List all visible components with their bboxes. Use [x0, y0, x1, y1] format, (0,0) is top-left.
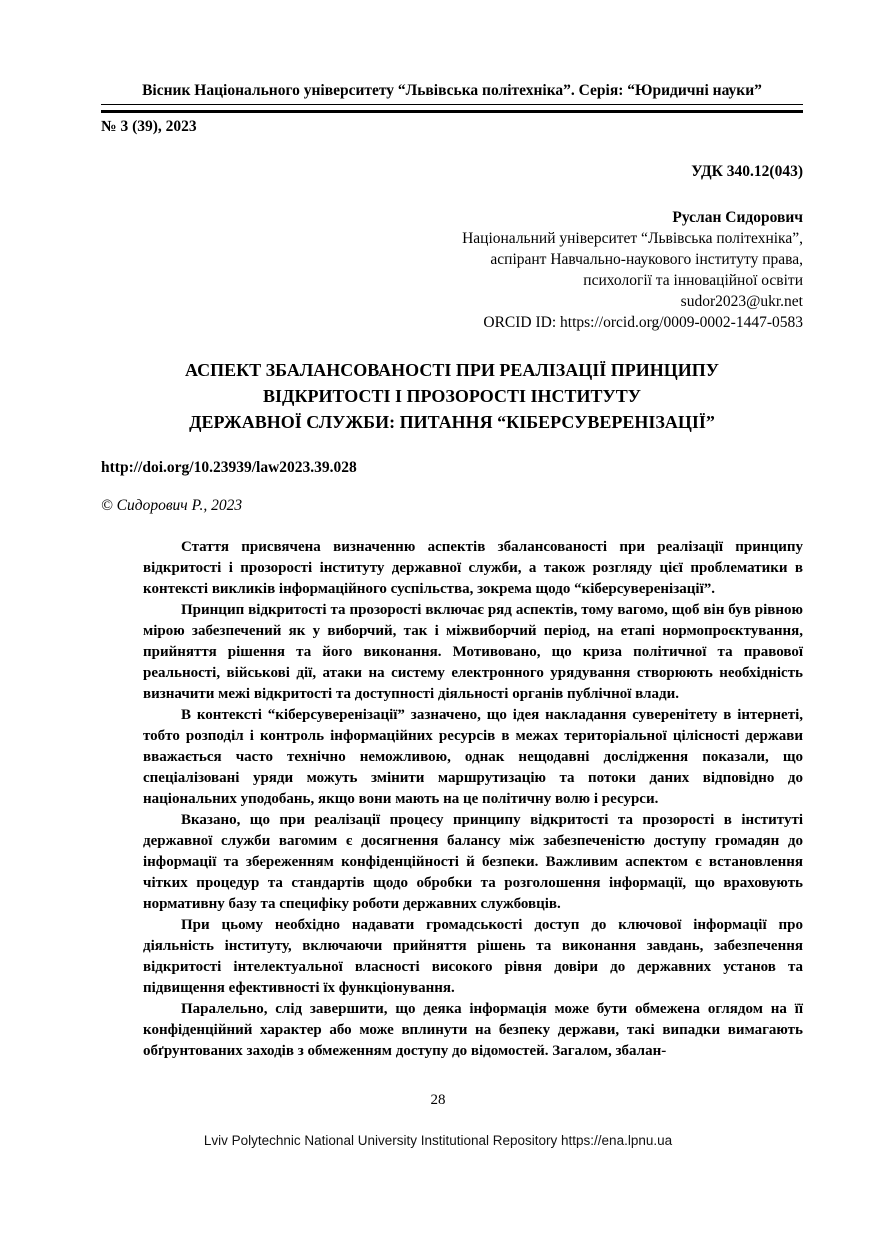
abstract-paragraph-2: Принцип відкритості та прозорості включає ряд аспектів, тому вагомо, щоб він був рівною мірою забезпечений як у виборчий, так і міжвиборчий період, на етапі нормопроєктування, прийняття рішення та його виконання. Мотивовано, що криза політичної та правової реальності, військові дії, атаки на систему електронного урядування створюють необхідність визначити межі відкритості та доступності діяльності органів публічної влади. [143, 602, 803, 702]
abstract-paragraph-3: В контексті “кіберсуверенізації” зазначено, що ідея накладання суверенітету в інтернеті, тобто розподіл і контроль інформаційних ресурсів в межах територіальної цілісності держави вважається часто технічно неможливою, однак нещодавні дослідження показали, що спеціалізовані уряди можуть змінити маршрутизацію та потоки даних відповідно до національних уподобань, якщо вони мають на це політичну волю і ресурси. [143, 707, 803, 807]
author-orcid: ORCID ID: https://orcid.org/0009-0002-1447-0583 [483, 314, 803, 331]
issue-number: № 3 (39), 2023 [101, 118, 197, 135]
abstract-paragraph-1: Стаття присвячена визначенню аспектів збалансованості при реалізації принципу відкритості і прозорості інституту державної служби, а також розгляду цієї проблематики в контексті викликів інформаційного суспільства, зокрема щодо “кіберсуверенізації”. [143, 539, 803, 597]
abstract-paragraph-6: Паралельно, слід завершити, що деяка інформація може бути обмежена оглядом на її конфіденційний характер або може вплинути на безпеку держави, такі випадки вимагають обґрунтованих заходів з обмеженням доступу до відомостей. Загалом, збалан- [143, 1001, 803, 1059]
journal-title: Вісник Національного університету “Львівська політехніка”. Серія: “Юридичні науки” [101, 82, 803, 105]
article-title-line-3: ДЕРЖАВНОЇ СЛУЖБИ: ПИТАННЯ “КІБЕРСУВЕРЕНІЗАЦІЇ” [189, 412, 715, 432]
header-rule [101, 110, 803, 113]
author-affiliation-line-3: психології та інноваційної освіти [583, 272, 803, 289]
page-content [101, 0, 803, 1062]
repository-footer: Lviv Polytechnic National University Institutional Repository https://ena.lpnu.ua [203, 1133, 673, 1148]
abstract-block [101, 537, 803, 1062]
author-affiliation-line-2: аспірант Навчально-наукового інституту права, [490, 251, 803, 268]
author-block [101, 207, 803, 333]
article-title [101, 357, 803, 435]
author-affiliation-line-1: Національний університет “Львівська політехніка”, [462, 230, 803, 247]
abstract-paragraph-5: При цьому необхідно надавати громадськості доступ до ключової інформації про діяльність інституту, включаючи прийняття рішень та виконання завдань, забезпечення відкритості інтелектуальної власності високого рівня довіри до державних установ та підвищення ефективності їх функціонування. [143, 917, 803, 996]
copyright-line: © Сидорович Р., 2023 [101, 497, 243, 514]
page-number: 28 [430, 1092, 446, 1108]
abstract-paragraph-4: Вказано, що при реалізації процесу принципу відкритості та прозорості в інституті державної служби вагомим є досягнення балансу між забезпеченістю доступу громадян до інформації та збереженням конфіденційності й безпеки. Важливим аспектом є встановлення чітких процедур та стандартів щодо обробки та розголошення інформації, що враховують нормативну базу та специфіку роботи державних службовців. [143, 812, 803, 912]
udk-code: УДК 340.12(043) [691, 163, 803, 180]
article-title-line-1: АСПЕКТ ЗБАЛАНСОВАНОСТІ ПРИ РЕАЛІЗАЦІЇ ПРИНЦИПУ [185, 360, 719, 380]
article-title-line-2: ВІДКРИТОСТІ І ПРОЗОРОСТІ ІНСТИТУТУ [263, 386, 641, 406]
author-email: sudor2023@ukr.net [680, 293, 803, 310]
doi-link: http://doi.org/10.23939/law2023.39.028 [101, 459, 357, 476]
author-name: Руслан Сидорович [672, 209, 803, 226]
journal-header [101, 82, 803, 136]
